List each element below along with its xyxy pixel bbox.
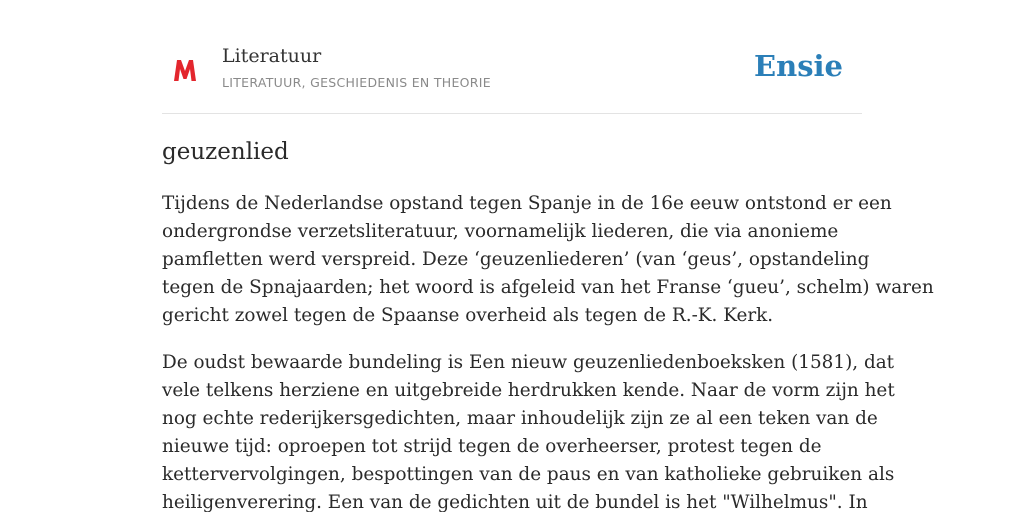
paragraph-line: gericht zowel tegen de Spaanse overheid als tegen de R.-K. Kerk. <box>162 305 774 326</box>
paragraph-line: De oudst bewaarde bundeling is Een nieuw geuzenliedenboeksken (1581), dat <box>162 352 895 373</box>
ensie-brand-logo[interactable]: Ensie <box>754 49 843 83</box>
paragraph-line: kettervervolgingen, bespottingen van de paus en van katholieke gebruiken als <box>162 464 895 485</box>
site-subtitle: LITERATUUR, GESCHIEDENIS EN THEORIE <box>222 75 491 90</box>
paragraph-line: nog echte rederijkersgedichten, maar inhoudelijk zijn ze al een teken van de <box>162 408 878 429</box>
m-logo-icon[interactable] <box>172 57 198 83</box>
article-paragraph-1 <box>162 190 934 330</box>
paragraph-line: nieuwe tijd: oproepen tot strijd tegen de overheerser, protest tegen de <box>162 436 822 457</box>
site-title[interactable]: Literatuur <box>222 45 322 67</box>
paragraph-line: pamfletten werd verspreid. Deze ‘geuzenliederen’ (van ‘geus’, opstandeling <box>162 249 870 270</box>
article-title: geuzenlied <box>162 139 289 165</box>
paragraph-line: vele telkens herziene en uitgebreide herdrukken kende. Naar de vorm zijn het <box>162 380 895 401</box>
site-header <box>162 0 862 114</box>
article-paragraph-2 <box>162 349 895 512</box>
paragraph-line: Tijdens de Nederlandse opstand tegen Spanje in de 16e eeuw ontstond er een <box>162 193 892 214</box>
article <box>162 136 934 512</box>
paragraph-line: ondergrondse verzetsliteratuur, voornamelijk liederen, die via anonieme <box>162 221 839 242</box>
paragraph-line: tegen de Spnajaarden; het woord is afgeleid van het Franse ‘gueu’, schelm) waren <box>162 277 934 298</box>
paragraph-line: heiligenverering. Een van de gedichten uit de bundel is het "Wilhelmus". In <box>162 492 868 512</box>
